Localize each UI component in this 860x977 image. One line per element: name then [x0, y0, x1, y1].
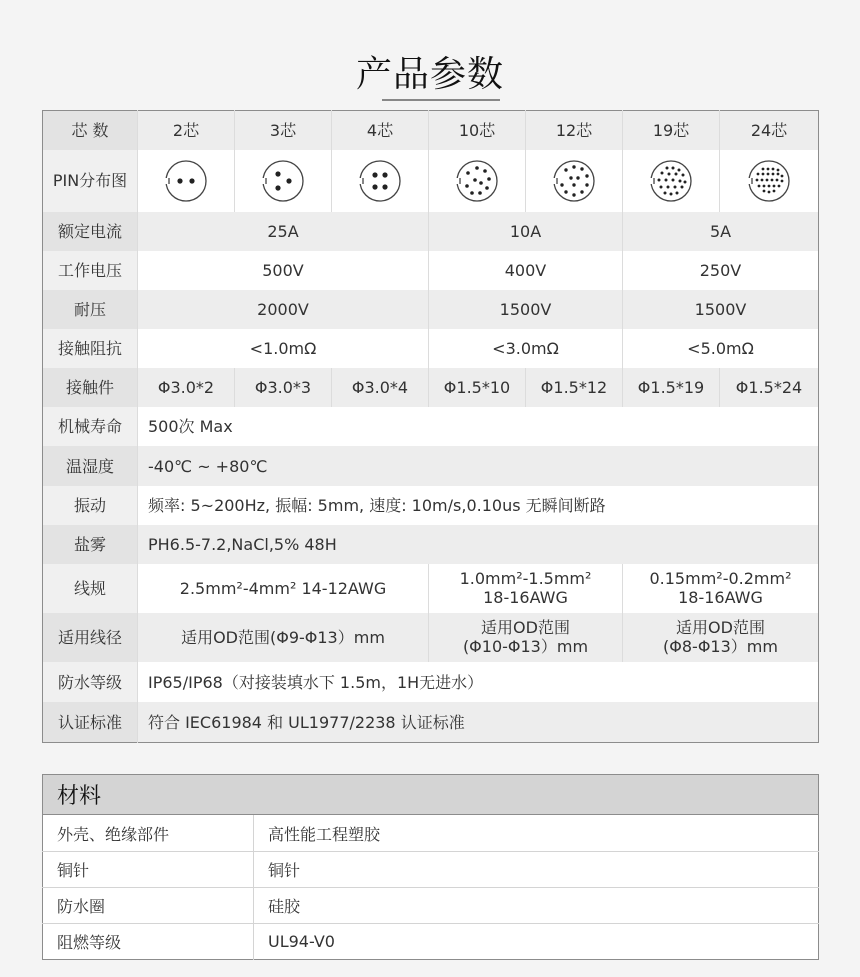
- core-count-row: [43, 111, 819, 150]
- cable-diameter-row: [43, 613, 819, 662]
- rated-current-value: 10A: [429, 212, 623, 251]
- core-count-cell: 10芯: [429, 111, 526, 150]
- pin-diagram-cell: [332, 150, 429, 212]
- working-voltage-value: 500V: [138, 251, 429, 290]
- table-row: [43, 815, 819, 852]
- pin-diagram-cell: [720, 150, 819, 212]
- wire-gauge-value: [623, 564, 819, 613]
- material-part: 阻燃等级: [43, 924, 254, 960]
- cable-diameter-label: 适用线径: [43, 613, 138, 662]
- contacts-value: Φ1.5*12: [526, 368, 623, 407]
- waterproof-row: [43, 662, 819, 702]
- materials-header-row: [43, 775, 819, 815]
- rated-current-value: 25A: [138, 212, 429, 251]
- contacts-value: Φ3.0*3: [235, 368, 332, 407]
- contact-resistance-value: <1.0mΩ: [138, 329, 429, 368]
- cable-diameter-line: (Φ8-Φ13）mm: [663, 637, 778, 657]
- material-part: 外壳、绝缘部件: [43, 815, 254, 852]
- pin-2-icon: [164, 159, 208, 203]
- mechanical-life-value: 500次 Max: [138, 407, 819, 446]
- cable-diameter-value: [429, 613, 623, 662]
- table-row: [43, 852, 819, 888]
- material-part: 铜针: [43, 852, 254, 888]
- core-count-cell: 24芯: [720, 111, 819, 150]
- certification-row: [43, 702, 819, 742]
- withstand-voltage-label: 耐压: [43, 290, 138, 329]
- material-value: 高性能工程塑胶: [254, 815, 819, 852]
- working-voltage-row: [43, 251, 819, 290]
- contacts-value: Φ1.5*19: [623, 368, 720, 407]
- pin-4-icon: [358, 159, 402, 203]
- contacts-value: Φ3.0*2: [138, 368, 235, 407]
- pin-diagram-cell: [429, 150, 526, 212]
- certification-label: 认证标准: [43, 702, 138, 742]
- pin-diagram-cell: [623, 150, 720, 212]
- wire-gauge-line: 1.0mm²-1.5mm²: [459, 569, 592, 589]
- waterproof-label: 防水等级: [43, 662, 138, 702]
- table-row: [43, 924, 819, 960]
- salt-spray-row: [43, 525, 819, 564]
- cable-diameter-value: [623, 613, 819, 662]
- material-value: 铜针: [254, 852, 819, 888]
- wire-gauge-value: 2.5mm²-4mm² 14-12AWG: [138, 564, 429, 613]
- rated-current-row: [43, 212, 819, 251]
- vibration-label: 振动: [43, 486, 138, 525]
- core-count-cell: 19芯: [623, 111, 720, 150]
- withstand-voltage-row: [43, 290, 819, 329]
- wire-gauge-label: 线规: [43, 564, 138, 613]
- material-part: 防水圈: [43, 888, 254, 924]
- core-count-cell: 12芯: [526, 111, 623, 150]
- material-value: 硅胶: [254, 888, 819, 924]
- cable-diameter-line: 适用OD范围: [676, 618, 765, 638]
- temp-humidity-row: [43, 446, 819, 485]
- pin-layout-label: PIN分布图: [43, 150, 138, 212]
- working-voltage-value: 400V: [429, 251, 623, 290]
- pin-24-icon: [747, 159, 791, 203]
- salt-spray-value: PH6.5-7.2,NaCl,5% 48H: [138, 525, 819, 564]
- table-row: [43, 888, 819, 924]
- wire-gauge-row: [43, 564, 819, 613]
- cable-diameter-value: 适用OD范围(Φ9-Φ13）mm: [138, 613, 429, 662]
- material-value: UL94-V0: [254, 924, 819, 960]
- core-count-cell: 4芯: [332, 111, 429, 150]
- pin-19-icon: [649, 159, 693, 203]
- contacts-value: Φ1.5*24: [720, 368, 819, 407]
- page-title: 产品参数: [355, 54, 504, 95]
- working-voltage-value: 250V: [623, 251, 819, 290]
- pin-10-icon: [455, 159, 499, 203]
- wire-gauge-line: 18-16AWG: [678, 588, 763, 608]
- wire-gauge-line: 0.15mm²-0.2mm²: [649, 569, 792, 589]
- contact-resistance-value: <5.0mΩ: [623, 329, 819, 368]
- contacts-value: Φ3.0*4: [332, 368, 429, 407]
- contacts-value: Φ1.5*10: [429, 368, 526, 407]
- pin-diagram-cell: [138, 150, 235, 212]
- cable-diameter-line: 适用OD范围: [481, 618, 570, 638]
- spec-table: [42, 110, 819, 743]
- materials-table: [42, 774, 819, 960]
- contacts-row: [43, 368, 819, 407]
- materials-header: 材料: [43, 775, 819, 815]
- title-underline: [382, 99, 500, 101]
- core-count-cell: 2芯: [138, 111, 235, 150]
- waterproof-value: IP65/IP68（对接装填水下 1.5m，1H无进水）: [138, 662, 819, 702]
- pin-12-icon: [552, 159, 596, 203]
- core-count-label: 芯 数: [43, 111, 138, 150]
- pin-3-icon: [261, 159, 305, 203]
- contact-resistance-label: 接触阻抗: [43, 329, 138, 368]
- pin-diagram-cell: [526, 150, 623, 212]
- cable-diameter-line: (Φ10-Φ13）mm: [462, 637, 589, 657]
- mechanical-life-row: [43, 407, 819, 446]
- mechanical-life-label: 机械寿命: [43, 407, 138, 446]
- pin-layout-row: [43, 150, 819, 212]
- withstand-voltage-value: 1500V: [623, 290, 819, 329]
- temp-humidity-value: -40℃ ~ +80℃: [138, 446, 819, 485]
- wire-gauge-line: 18-16AWG: [483, 588, 568, 608]
- working-voltage-label: 工作电压: [43, 251, 138, 290]
- vibration-value: 频率: 5~200Hz, 振幅: 5mm, 速度: 10m/s,0.10us 无瞬间断路: [138, 486, 819, 525]
- pin-diagram-cell: [235, 150, 332, 212]
- certification-value: 符合 IEC61984 和 UL1977/2238 认证标准: [138, 702, 819, 742]
- temp-humidity-label: 温湿度: [43, 446, 138, 485]
- contact-resistance-value: <3.0mΩ: [429, 329, 623, 368]
- rated-current-label: 额定电流: [43, 212, 138, 251]
- withstand-voltage-value: 1500V: [429, 290, 623, 329]
- wire-gauge-value: [429, 564, 623, 613]
- rated-current-value: 5A: [623, 212, 819, 251]
- contacts-label: 接触件: [43, 368, 138, 407]
- salt-spray-label: 盐雾: [43, 525, 138, 564]
- withstand-voltage-value: 2000V: [138, 290, 429, 329]
- vibration-row: [43, 486, 819, 525]
- core-count-cell: 3芯: [235, 111, 332, 150]
- contact-resistance-row: [43, 329, 819, 368]
